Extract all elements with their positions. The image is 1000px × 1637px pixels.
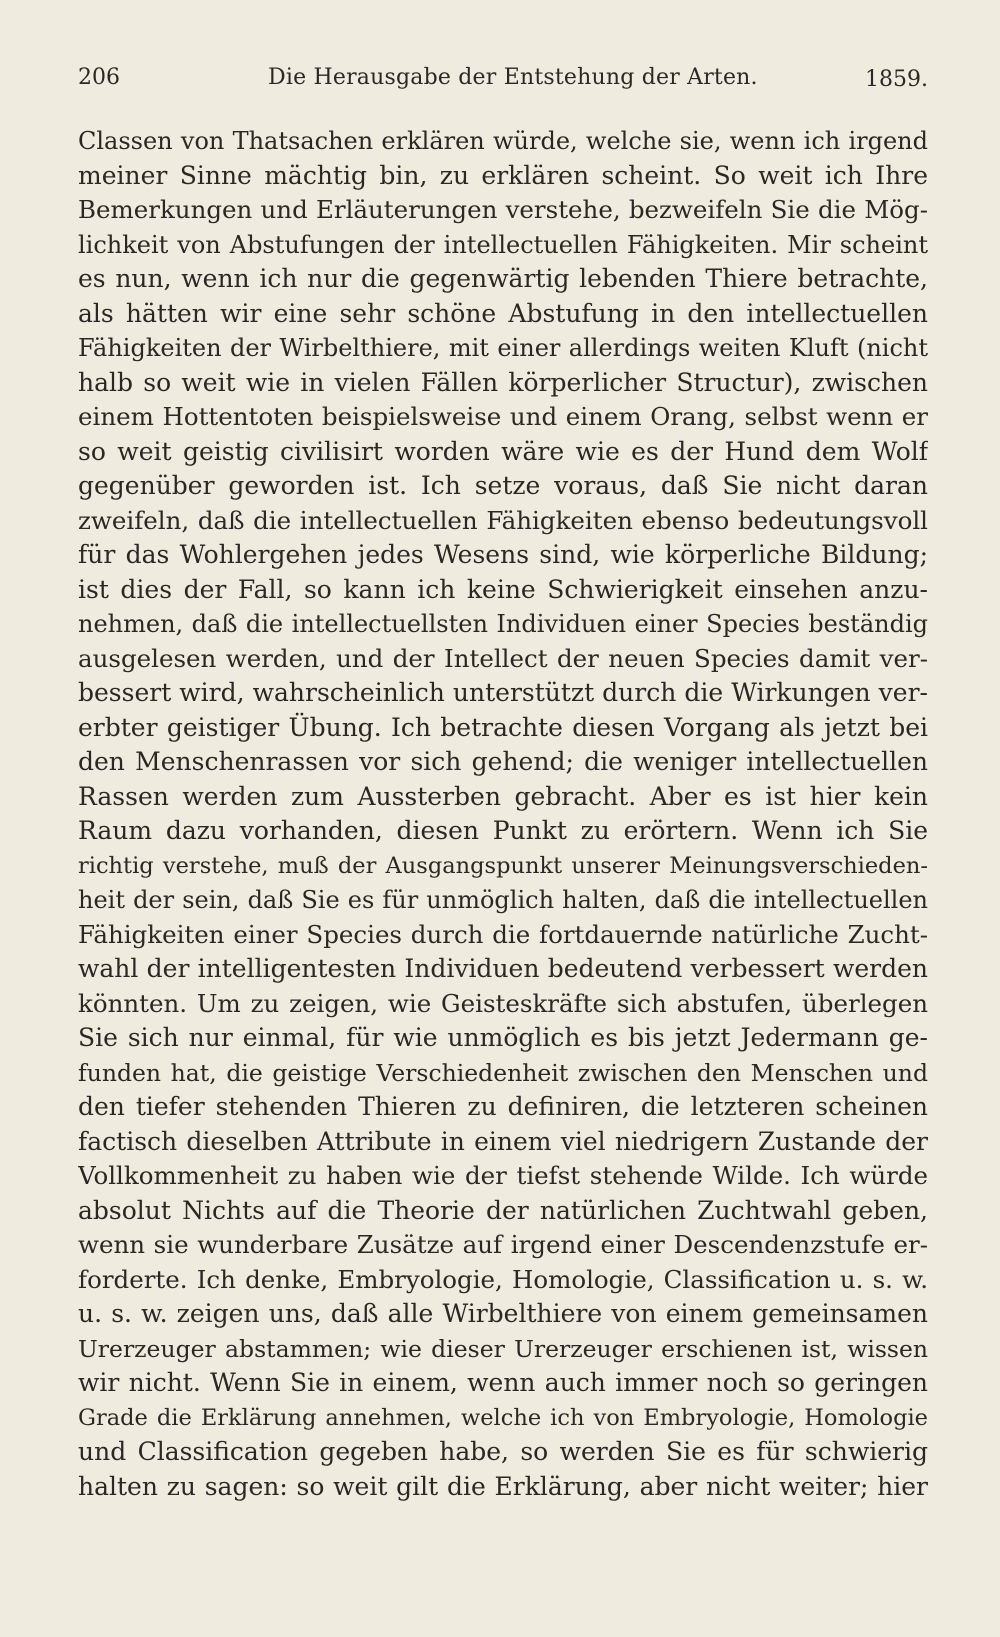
text-line: factisch dieselben Attribute in einem viel niedrigern Zustande der [78,1126,928,1156]
text-line: halb so weit wie in vielen Fällen körperlicher Structur), zwischen [78,367,928,397]
text-line: einem Hottentoten beispielsweise und einem Orang, selbst wenn er [78,402,928,431]
text-line: den Menschenrassen vor sich gehend; die weniger intellectuellen [78,747,928,776]
text-line: Sie sich nur einmal, für wie unmöglich es bis jetzt Jedermann ge- [78,1023,928,1052]
text-line: bessert wird, wahrscheinlich unterstützt durch die Wirkungen ver- [78,678,928,707]
text-line: erbter geistiger Übung. Ich betrachte diesen Vorgang als jetzt bei [78,712,928,742]
text-line: könnten. Um zu zeigen, wie Geisteskräfte sich abstufen, überlegen [78,988,928,1018]
text-line: Grade die Erklärung annehmen, welche ich von Embryologie, Homologie [78,1404,928,1431]
text-line: zweifeln, daß die intellectuellen Fähigkeiten ebenso bedeutungsvoll [78,505,928,535]
text-line: Vollkommenheit zu haben wie der tiefst stehende Wilde. Ich würde [78,1161,928,1190]
text-line: Classen von Thatsachen erklären würde, welche sie, wenn ich irgend [78,127,928,155]
text-line: richtig verstehe, muß der Ausgangspunkt unserer Meinungsverschieden- [78,852,928,879]
text-line: heit der sein, daß Sie es für unmöglich halten, daß die intellectuellen [78,886,928,914]
text-line: forderte. Ich denke, Embryologie, Homologie, Classification u. s. w. [78,1264,928,1294]
text-line: als hätten wir eine sehr schöne Abstufung in den intellectuellen [78,298,928,328]
text-line: so weit geistig civilisirt worden wäre wie es der Hund dem Wolf [78,436,928,466]
text-line: Rassen werden zum Aussterben gebracht. Aber es ist hier kein [78,781,928,811]
text-line: lichkeit von Abstufungen der intellectuellen Fähigkeiten. Mir scheint [78,230,928,259]
text-line: u. s. w. zeigen uns, daß alle Wirbelthiere von einem gemeinsamen [78,1299,928,1328]
text-line: wenn sie wunderbare Zusätze auf irgend einer Descendenzstufe er- [78,1230,928,1259]
text-line: absolut Nichts auf die Theorie der natürlichen Zuchtwahl geben, [78,1195,928,1225]
text-line: wahl der intelligentesten Individuen bedeutend verbessert werden [78,954,928,983]
text-line: gegenüber geworden ist. Ich setze voraus, daß Sie nicht daran [78,471,928,500]
page-number: 206 [78,65,120,90]
text-line: ausgelesen werden, und der Intellect der neuen Species damit ver- [78,643,928,673]
text-line: Fähigkeiten einer Species durch die fortdauernde natürliche Zucht- [78,919,928,949]
text-line: den tiefer stehenden Thieren zu definiren, die letzteren scheinen [78,1092,928,1121]
text-line: meiner Sinne mächtig bin, zu erklären scheint. So weit ich Ihre [78,160,928,190]
text-line: Raum dazu vorhanden, diesen Punkt zu erörtern. Wenn ich Sie [78,816,928,845]
text-line: nehmen, daß die intellectuellsten Individuen einer Species beständig [78,610,928,638]
body-text [78,124,928,1504]
text-line: Urerzeuger abstammen; wie dieser Urerzeuger erschienen ist, wissen [78,1334,928,1363]
running-year: 1859. [865,67,928,92]
running-head [78,58,928,98]
text-line: für das Wohlergehen jedes Wesens sind, wie körperliche Bildung; [78,540,928,569]
text-line: ist dies der Fall, so kann ich keine Schwierigkeit einsehen anzu- [78,574,928,604]
text-line: funden hat, die geistige Verschiedenheit zwischen den Menschen und [78,1058,928,1087]
text-line: halten zu sagen: so weit gilt die Erklärung, aber nicht weiter; hier [78,1471,928,1501]
running-title: Die Herausgabe der Entstehung der Arten. [268,65,758,90]
text-line: und Classification gegeben habe, so werden Sie es für schwierig [78,1437,928,1466]
text-line: Fähigkeiten der Wirbelthiere, mit einer allerdings weiten Kluft (nicht [78,334,928,362]
text-line: es nun, wenn ich nur die gegenwärtig lebenden Thiere betrachte, [78,264,928,293]
text-line: Bemerkungen und Erläuterungen verstehe, bezweifeln Sie die Mög- [78,195,928,224]
text-line: wir nicht. Wenn Sie in einem, wenn auch immer noch so geringen [78,1368,928,1397]
